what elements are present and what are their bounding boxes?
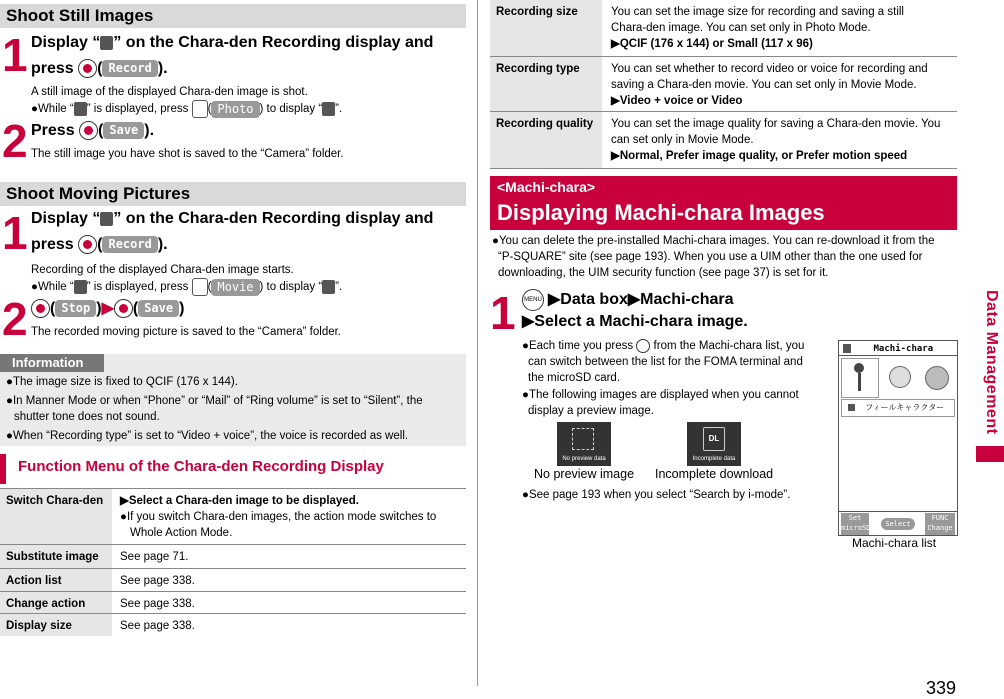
list-item-label: フィールキャラクター <box>865 403 945 412</box>
row-note: Whole Action Mode. <box>130 527 233 539</box>
screen-title-bar <box>839 341 957 356</box>
camera-key-icon <box>192 278 208 296</box>
machi-thumb-selected <box>841 358 879 398</box>
list-item <box>841 399 955 417</box>
row-label: Recording quality <box>490 112 602 168</box>
function-menu-title: Function Menu of the Chara-den Recording Display <box>18 458 384 475</box>
row-label: Switch Chara-den <box>0 489 112 545</box>
step-number: 2 <box>2 293 28 345</box>
row-value: ▶Normal, Prefer image quality, or Prefer motion speed <box>611 150 908 162</box>
row-value: ▶Select a Chara-den image to be displayed. <box>120 495 359 507</box>
step-number: 2 <box>2 115 28 167</box>
table-row <box>490 0 957 56</box>
chara-figure-body <box>858 373 861 391</box>
dashed-frame-icon <box>572 428 594 450</box>
center-key-icon <box>79 121 98 140</box>
row-label: Change action <box>0 592 112 614</box>
row-value: See page 338. <box>120 620 195 632</box>
list-icon <box>843 344 851 353</box>
machi-thumb <box>919 360 953 394</box>
machi-thumb <box>883 360 913 394</box>
movie-mode-icon <box>74 102 87 116</box>
machi-chara-list-screen <box>838 340 958 536</box>
softkey-left: Set microSD <box>841 513 869 535</box>
row-value: You can set the image quality for saving a Chara-den movie. You <box>611 118 941 130</box>
row-label: Display size <box>0 614 112 636</box>
camera-icon <box>100 36 113 50</box>
row-label: Recording size <box>490 0 602 56</box>
center-key-icon <box>114 299 133 318</box>
table-row <box>0 544 466 569</box>
table-row <box>0 488 466 545</box>
page-number: 339 <box>925 678 956 698</box>
softkey-save: Save <box>103 122 144 139</box>
step-note: ●While “ ” is displayed, press ( Photo ) to display “ ”. <box>31 100 342 118</box>
softkey-center: Select <box>881 518 915 530</box>
step-note: display a preview image. <box>528 405 654 417</box>
step-description: A still image of the displayed Chara-den image is shot. <box>31 86 308 98</box>
center-key-icon <box>78 235 97 254</box>
softkey-photo: Photo <box>211 101 259 118</box>
information-item: shutter tone does not sound. <box>14 411 160 423</box>
row-note: ●If you switch Chara-den images, the action mode switches to <box>120 511 437 523</box>
list-item-icon <box>848 404 855 411</box>
row-value: ▶QCIF (176 x 144) or Small (117 x 96) <box>611 38 813 50</box>
softkey-record: Record <box>102 60 157 77</box>
step-number: 1 <box>2 29 28 81</box>
row-value: See page 338. <box>120 598 195 610</box>
step-number: 1 <box>2 207 28 259</box>
table-row <box>0 568 466 592</box>
softkey-movie: Movie <box>211 279 259 296</box>
softkey-stop: Stop <box>55 300 96 317</box>
step-note: ●The following images are displayed when you cannot <box>522 389 799 401</box>
step-note: the microSD card. <box>528 372 621 384</box>
movie-mode-icon <box>100 212 113 226</box>
intro-text: downloading, the UIM security function (see page 37) is set for it. <box>498 267 829 279</box>
step-heading: ▶Select a Machi-chara image. <box>522 313 748 330</box>
caption: No preview image <box>534 467 635 481</box>
step-description: The still image you have shot is saved to the “Camera” folder. <box>31 148 344 160</box>
phone-caption: Machi-chara list <box>852 536 937 550</box>
row-label: Action list <box>0 569 112 592</box>
row-value: Chara-den image. You can set only in Photo Mode. <box>611 22 871 34</box>
chara-figure-icon <box>854 363 864 373</box>
softkey-bar <box>839 511 957 536</box>
header-title: Displaying Machi-chara Images <box>497 200 825 225</box>
step-heading: ( Stop )▶ ( Save ) <box>31 296 184 322</box>
no-preview-thumbnail <box>557 422 611 466</box>
movie-mode-icon <box>322 280 335 294</box>
row-value: saving a Chara-den movie. You can set only in Movie Mode. <box>611 79 917 91</box>
thumbnail-text: Incomplete data <box>692 456 736 462</box>
step-note: ●While “ ” is displayed, press ( Movie ) to display “ ”. <box>31 278 342 296</box>
menu-key-icon <box>636 339 650 353</box>
heading-accent <box>0 454 6 484</box>
chara-face-icon <box>925 366 949 390</box>
step-heading: Press ( Save ). <box>31 122 155 139</box>
incomplete-download-thumbnail <box>687 422 741 466</box>
step-description: Recording of the displayed Chara-den image starts. <box>31 264 294 276</box>
row-label: Substitute image <box>0 545 112 569</box>
header-subtitle: <Machi-chara> <box>497 179 596 195</box>
step-heading: ▶Data box▶Machi-chara <box>548 291 734 308</box>
row-value: ▶Video + voice or Video <box>611 95 743 107</box>
side-tab-marker <box>976 446 1004 462</box>
section-title-shoot-moving: Shoot Moving Pictures <box>0 182 466 206</box>
step-heading: Display “ ” on the Chara-den Recording display and press ( Record ). <box>31 34 434 77</box>
section-title-shoot-still: Shoot Still Images <box>0 4 466 28</box>
information-item: ●In Manner Mode or when “Phone” or “Mail” of “Ring volume” is set to “Silent”, the <box>6 395 423 407</box>
softkey-save: Save <box>138 300 179 317</box>
menu-key-icon: MENU <box>522 289 544 311</box>
camera-icon <box>322 102 335 116</box>
softkey-record: Record <box>102 236 157 253</box>
camera-icon <box>74 280 87 294</box>
step-heading: Display “ ” on the Chara-den Recording display and press ( Record ). <box>31 210 434 253</box>
chara-face-icon <box>889 366 911 388</box>
row-label: Recording type <box>490 57 602 112</box>
softkey-right: FUNC Change <box>925 513 955 535</box>
information-item: ●The image size is fixed to QCIF (176 x 144). <box>6 376 238 388</box>
machi-chara-header <box>490 176 957 230</box>
screen-title: Machi-chara <box>873 344 934 354</box>
information-title: Information <box>0 354 104 372</box>
step-note: ●See page 193 when you select “Search by i-mode”. <box>522 489 791 501</box>
table-row <box>0 591 466 614</box>
row-value: See page 71. <box>120 551 189 563</box>
side-tab-label: Data Management <box>983 290 1000 435</box>
intro-text: ●You can delete the pre-installed Machi-chara images. You can re-download it from the <box>492 235 935 247</box>
step-note: ●Each time you press from the Machi-chara list, you <box>522 340 805 352</box>
table-row <box>490 111 957 169</box>
information-item: ●When “Recording type” is set to “Video + voice”, the voice is recorded as well. <box>6 430 409 442</box>
row-value: You can set whether to record video or voice for recording and <box>611 63 928 75</box>
camera-key-icon <box>192 100 208 118</box>
center-key-icon <box>31 299 50 318</box>
thumbnail-text: No preview data <box>562 456 606 462</box>
row-value: You can set the image size for recording and saving a still <box>611 6 904 18</box>
center-key-icon <box>78 59 97 78</box>
step-description: The recorded moving picture is saved to the “Camera” folder. <box>31 326 342 338</box>
column-divider <box>477 0 478 686</box>
download-icon: DL <box>703 427 725 451</box>
row-value: can set only in Movie Mode. <box>611 134 754 146</box>
row-value: See page 338. <box>120 575 195 587</box>
step-number: 1 <box>490 287 516 339</box>
table-row <box>0 613 466 636</box>
caption: Incomplete download <box>655 467 774 481</box>
table-row <box>490 56 957 112</box>
intro-text: “P-SQUARE” site (see page 193). When you use a UIM other than the one used for <box>498 251 923 263</box>
step-note: can switch between the list for the FOMA terminal and <box>528 356 803 368</box>
